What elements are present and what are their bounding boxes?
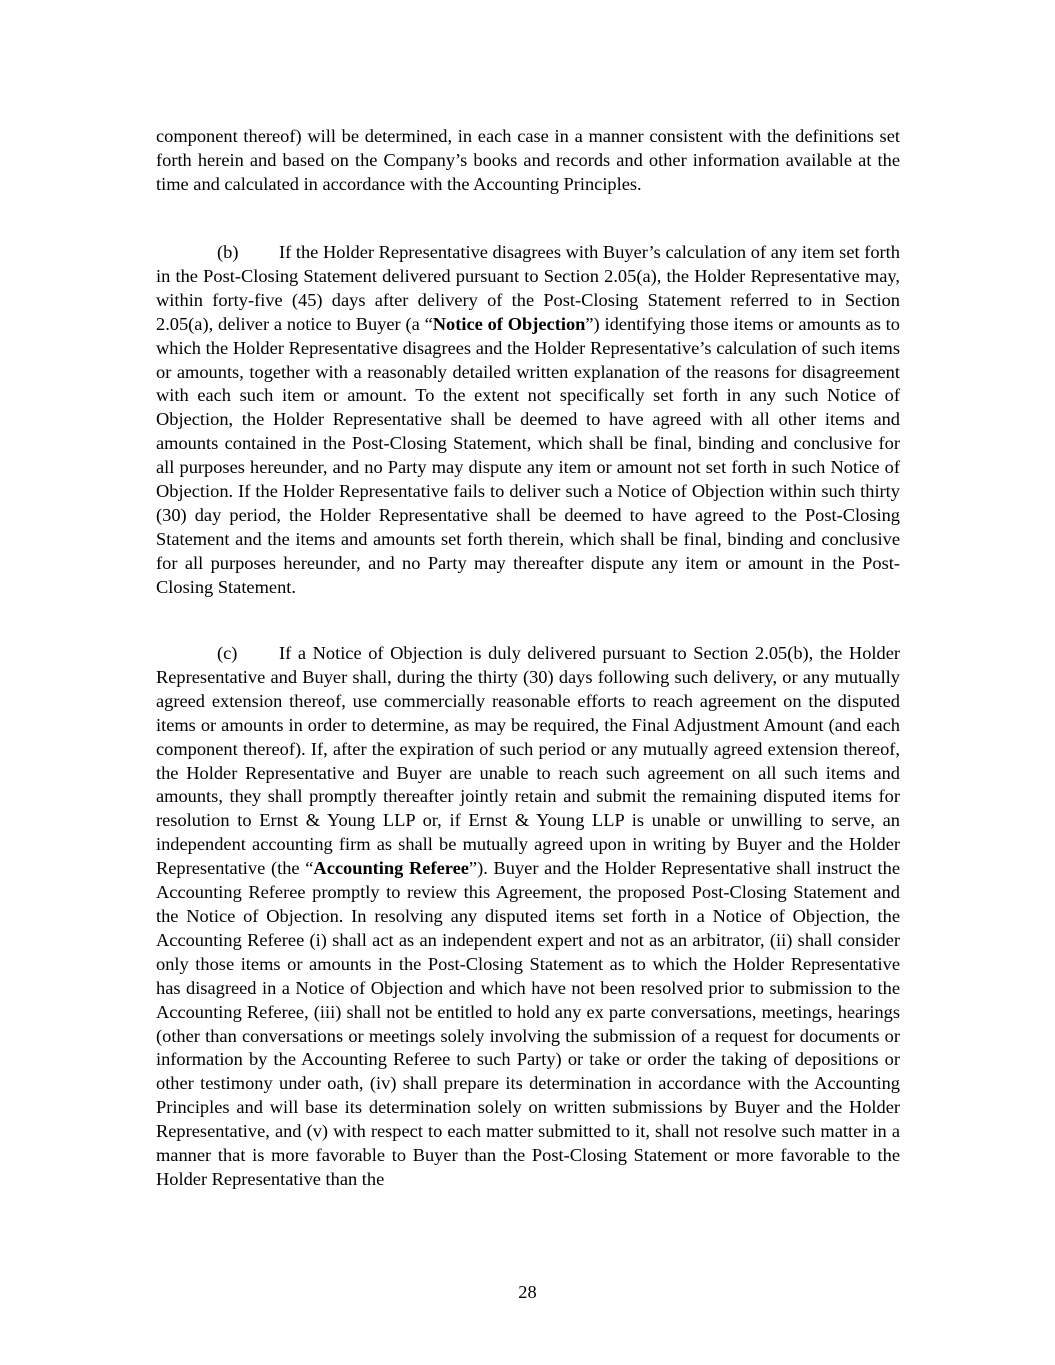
paragraph-continuation: component thereof) will be determined, in each case in a manner consistent with the definitions set forth herein and based on the Company’s books and records and other information available at the time and calculated in accordance with the Accounting Principles. <box>156 126 900 194</box>
paragraph-c-text-1: If a Notice of Objection is duly delivered pursuant to Section 2.05(b), the Holder Representative and Buyer shall, during the thirty (30) days following such delivery, or any mutually agreed extension thereof, use commercially reasonable efforts to reach agreement on the disputed items or amounts in order to determine, as may be required, the Final Adjustment Amount (and each component thereof). If, after the expiration of such period or any mutually agreed extension thereof, the Holder Representative and Buyer are unable to reach such agreement on all such items and amounts, they shall promptly thereafter jointly retain and submit the remaining disputed items for resolution to Ernst & Young LLP or, if Ernst & Young LLP is unable or unwilling to serve, an independent accounting firm as shall be mutually agreed upon in writing by Buyer and the Holder Representative (the “ <box>156 643 900 879</box>
defined-term-accounting-referee: Accounting Referee <box>313 858 469 879</box>
page-number: 28 <box>518 1282 537 1302</box>
defined-term-notice-of-objection: Notice of Objection <box>432 313 586 334</box>
paragraph-b-label: (b) <box>217 242 239 262</box>
paragraph-b-text-2: ”) identifying those items or amounts as to which the Holder Representative disagrees and the Holder Representative’s calculation of such items or amounts, together with a reasonably detailed written explanation of the reasons for disagreement with each such item or amount. To the extent not specifically set forth in any such Notice of Objection, the Holder Representative shall be deemed to have agreed with all other items and amounts contained in the Post-Closing Statement, which shall be final, binding and conclusive for all purposes hereunder, and no Party may dispute any item or amount not set forth in such Notice of Objection. If the Holder Representative fails to deliver such a Notice of Objection within such thirty (30) day period, the Holder Representative shall be deemed to have agreed to the Post-Closing Statement and the items and amounts set forth therein, which shall be final, binding and conclusive for all purposes hereunder, and no Party may thereafter dispute any item or amount in the Post-Closing Statement. <box>156 313 900 597</box>
paragraph-c-text-2: ”). Buyer and the Holder Representative shall instruct the Accounting Referee promptly to review this Agreement, the proposed Post-Closing Statement and the Notice of Objection. In resolving any disputed items set forth in a Notice of Objection, the Accounting Referee (i) shall act as an independent expert and not as an arbitrator, (ii) shall consider only those items or amounts in the Post-Closing Statement as to which the Holder Representative has disagreed in a Notice of Objection and which have not been resolved prior to submission to the Accounting Referee, (iii) shall not be entitled to hold any ex parte conversations, meetings, hearings (other than conversations or meetings solely involving the submission of a request for documents or information by the Accounting Referee to such Party) or take or order the taking of depositions or other testimony under oath, (iv) shall prepare its determination in accordance with the Accounting Principles and will base its determination solely on written submissions by Buyer and the Holder Representative, and (v) with respect to each matter submitted to it, shall not resolve such matter in a manner that is more favorable to Buyer than the Post-Closing Statement or more favorable to the Holder Representative than the <box>156 858 900 1189</box>
paragraph-b-text-1: If the Holder Representative disagrees with Buyer’s calculation of any item set forth in the Post-Closing Statement delivered pursuant to Section 2.05(a), the Holder Representative may, within forty-five (45) days after delivery of the Post-Closing Statement referred to in Section 2.05(a), deliver a notice to Buyer (a “ <box>156 242 900 334</box>
paragraph-c-label: (c) <box>217 643 238 663</box>
paragraph-b <box>156 241 900 600</box>
paragraph-c <box>156 642 900 1192</box>
